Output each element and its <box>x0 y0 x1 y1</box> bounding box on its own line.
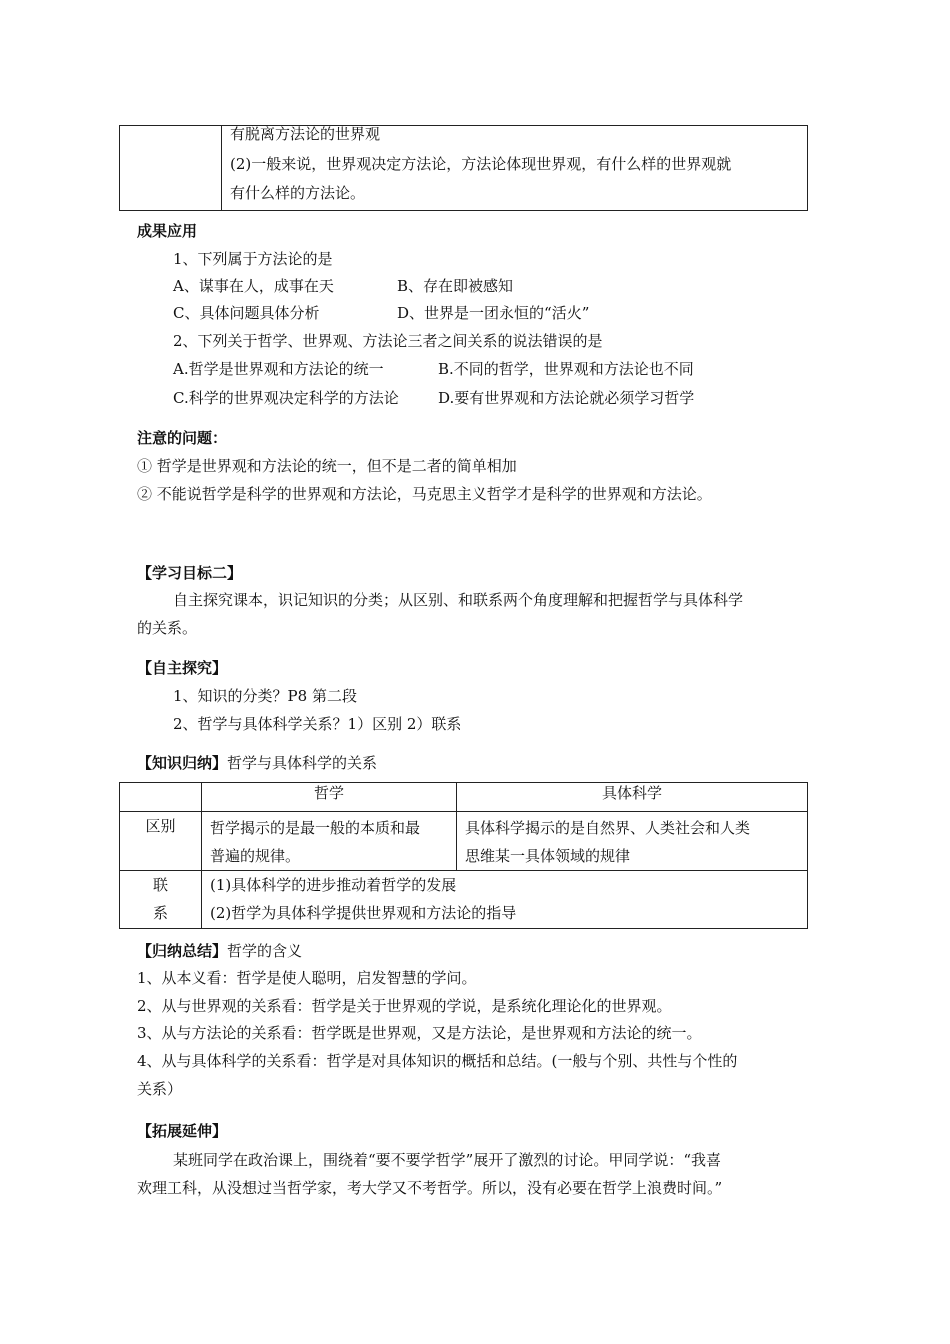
question-2-option-a: A.哲学是世界观和方法论的统一 <box>173 360 384 378</box>
explore-item-2: 2、哲学与具体科学关系？1）区别 2）联系 <box>173 715 462 733</box>
top-table-left-cell <box>120 126 222 211</box>
knowledge-table-corner-cell <box>120 783 202 812</box>
note-1: ① 哲学是世界观和方法论的统一，但不是二者的简单相加 <box>137 457 517 475</box>
diff-philosophy-line-1: 哲学揭示的是最一般的本质和最 <box>210 819 421 837</box>
diff-science-line-1: 具体科学揭示的是自然界、人类社会和人类 <box>465 819 751 837</box>
link-item-2: (2)哲学为具体科学提供世界观和方法论的指导 <box>210 904 517 922</box>
knowledge-diff-philosophy-cell <box>202 812 457 871</box>
question-2: 2、下列关于哲学、世界观、方法论三者之间关系的说法错误的是 <box>173 332 603 350</box>
summary-item-1: 1、从本义看：哲学是使人聪明，启发智慧的学问。 <box>137 969 477 987</box>
question-2-option-d: D.要有世界观和方法论就必须学习哲学 <box>438 389 695 407</box>
notes-heading: 注意的问题： <box>137 429 228 447</box>
question-1-option-d: D、世界是一团永恒的“活火” <box>397 304 590 322</box>
question-2-option-b: B.不同的哲学，世界观和方法论也不同 <box>438 360 694 378</box>
knowledge-table-link-row <box>120 871 808 929</box>
summary-item-4-line-2: 关系） <box>137 1080 183 1098</box>
knowledge-row-diff-label: 区别 <box>120 812 202 871</box>
question-2-option-c: C.科学的世界观决定科学的方法论 <box>173 389 399 407</box>
summary-title <box>137 940 302 962</box>
knowledge-row-link-label <box>120 871 202 929</box>
goal-2-text-line-2: 的关系。 <box>137 619 198 637</box>
knowledge-title <box>137 752 377 774</box>
knowledge-table-diff-row <box>120 812 808 871</box>
question-1-option-c: C、具体问题具体分析 <box>173 304 320 322</box>
knowledge-table <box>119 782 808 929</box>
note-2: ② 不能说哲学是科学的世界观和方法论，马克思主义哲学才是科学的世界观和方法论。 <box>137 485 712 503</box>
question-1-option-b: B、存在即被感知 <box>397 277 514 295</box>
diff-science-line-2: 思维某一具体领域的规律 <box>465 847 631 865</box>
results-heading: 成果应用 <box>137 222 198 240</box>
diff-philosophy-line-2: 普遍的规律。 <box>210 847 301 865</box>
explore-heading: 【自主探究】 <box>137 659 228 677</box>
question-1: 1、下列属于方法论的是 <box>173 250 333 268</box>
goal-2-text-line-1: 自主探究课本，识记知识的分类；从区别、和联系两个角度理解和把握哲学与具体科学 <box>173 591 744 609</box>
knowledge-subtitle: 哲学与具体科学的关系 <box>227 754 378 772</box>
goal-2-heading: 【学习目标二】 <box>137 564 243 582</box>
top-table-line-2: (2)一般来说，世界观决定方法论，方法论体现世界观，有什么样的世界观就 <box>230 155 732 173</box>
knowledge-heading: 【知识归纳】 <box>137 754 228 772</box>
top-table-line-1: 有脱离方法论的世界观 <box>230 125 381 143</box>
knowledge-link-content-cell <box>202 871 808 929</box>
top-table <box>119 125 808 211</box>
knowledge-col-philosophy: 哲学 <box>202 783 457 812</box>
summary-item-4-line-1: 4、从与具体科学的关系看：哲学是对具体知识的概括和总结。(一般与个别、共性与个性的 <box>137 1052 738 1070</box>
summary-item-3: 3、从与方法论的关系看：哲学既是世界观，又是方法论，是世界观和方法论的统一。 <box>137 1024 702 1042</box>
extend-paragraph-line-2: 欢理工科，从没想过当哲学家，考大学又不考哲学。所以，没有必要在哲学上浪费时间。” <box>137 1179 723 1197</box>
explore-item-1: 1、知识的分类？P8 第二段 <box>173 687 357 705</box>
top-table-line-3: 有什么样的方法论。 <box>230 184 366 202</box>
summary-heading: 【归纳总结】 <box>137 942 228 960</box>
knowledge-diff-science-cell <box>457 812 808 871</box>
link-label-char-2: 系 <box>152 904 168 922</box>
knowledge-col-science: 具体科学 <box>457 783 808 812</box>
summary-subtitle: 哲学的含义 <box>227 942 303 960</box>
knowledge-table-header-row <box>120 783 808 812</box>
extend-paragraph-line-1: 某班同学在政治课上，围绕着“要不要学哲学”展开了激烈的讨论。甲同学说：“我喜 <box>173 1151 722 1169</box>
question-1-option-a: A、谋事在人，成事在天 <box>173 277 334 295</box>
top-table-content-cell <box>222 126 808 211</box>
extend-heading: 【拓展延伸】 <box>137 1122 228 1140</box>
link-label-char-1: 联 <box>152 876 168 894</box>
link-item-1: (1)具体科学的进步推动着哲学的发展 <box>210 876 457 894</box>
summary-item-2: 2、从与世界观的关系看：哲学是关于世界观的学说，是系统化理论化的世界观。 <box>137 997 672 1015</box>
